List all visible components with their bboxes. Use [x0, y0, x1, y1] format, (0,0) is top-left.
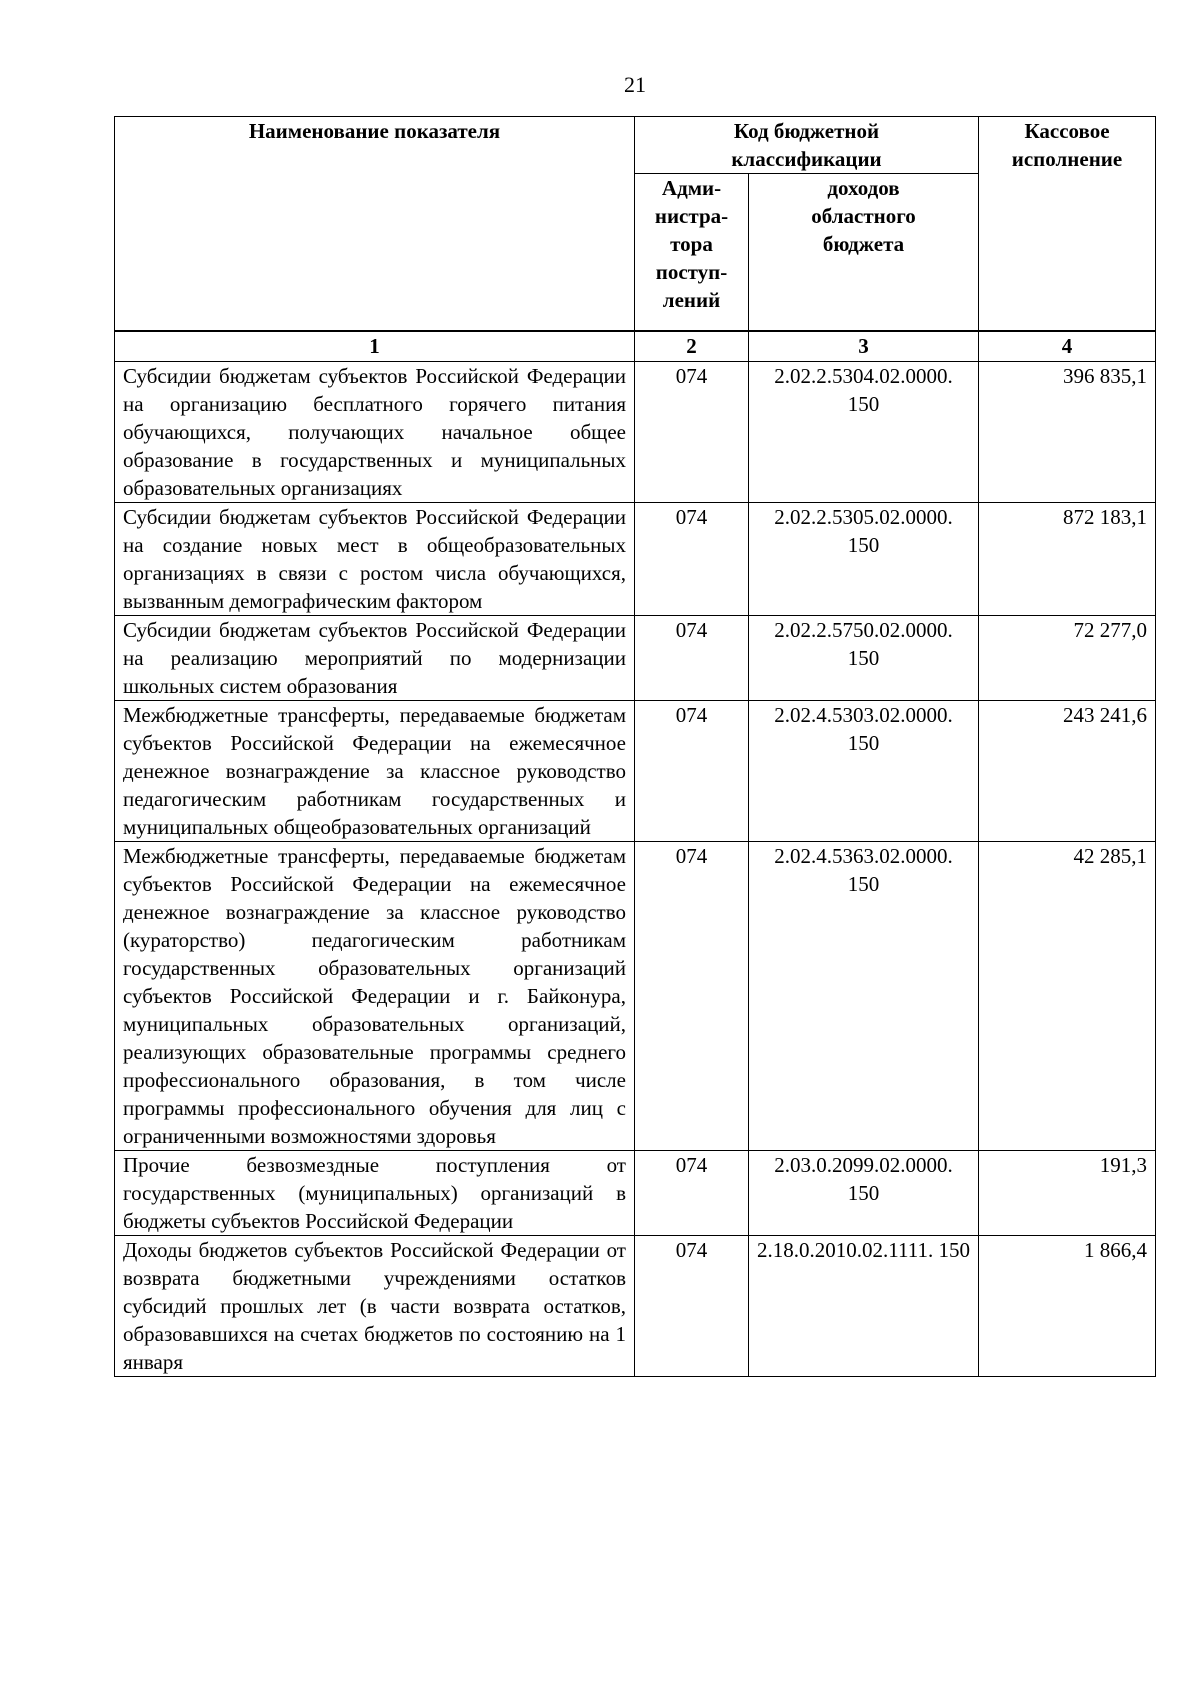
indicator-name: Субсидии бюджетам субъектов Российской Федерации на организацию бесплатного горячего питания обучающихся, получающих начальное общее образование в государственных и муниципальных образовательных организациях: [115, 362, 635, 503]
header-kassa-line: Кассовое: [1024, 119, 1110, 143]
indicator-name: Межбюджетные трансферты, передаваемые бюджетам субъектов Российской Федерации на ежемесячное денежное вознаграждение за классное руководство педагогическим работникам государственных и муниципальных общеобразовательных организаций: [115, 701, 635, 842]
table-row: [115, 362, 1156, 503]
income-code: 2.02.2.5305.02.0000. 150: [749, 503, 979, 616]
income-code: 2.02.2.5304.02.0000. 150: [749, 362, 979, 503]
income-code: 2.03.0.2099.02.0000. 150: [749, 1151, 979, 1236]
column-number: 4: [979, 331, 1156, 362]
admin-code: 074: [635, 842, 749, 1151]
header-admin-line: Адми-: [661, 176, 722, 200]
indicator-name: Субсидии бюджетам субъектов Российской Федерации на создание новых мест в общеобразовательных организациях в связи с ростом числа обучающихся, вызванным демографическим фактором: [115, 503, 635, 616]
cash-amount: 872 183,1: [979, 503, 1156, 616]
cash-amount: 396 835,1: [979, 362, 1156, 503]
income-code: 2.02.2.5750.02.0000. 150: [749, 616, 979, 701]
income-code: 2.02.4.5363.02.0000. 150: [749, 842, 979, 1151]
indicator-name: Субсидии бюджетам субъектов Российской Федерации на реализацию мероприятий по модернизации школьных систем образования: [115, 616, 635, 701]
column-number: 3: [749, 331, 979, 362]
cash-amount: 243 241,6: [979, 701, 1156, 842]
table-row: [115, 1151, 1156, 1236]
admin-code: 074: [635, 616, 749, 701]
header-income-line: бюджета: [822, 232, 905, 256]
table-row: [115, 701, 1156, 842]
header-income-line: областного: [811, 204, 916, 228]
header-name-label: Наименование показателя: [248, 119, 501, 143]
page-number: 21: [624, 72, 646, 97]
header-kassa: [979, 117, 1156, 332]
cash-amount: 191,3: [979, 1151, 1156, 1236]
header-admin-line: нистра-: [654, 204, 729, 228]
header-row-1: [115, 117, 1156, 174]
table-row: [115, 1236, 1156, 1377]
header-classification: [635, 117, 979, 174]
header-admin: [635, 174, 749, 332]
header-classification-line: Код бюджетной: [733, 119, 880, 143]
table-row: [115, 842, 1156, 1151]
admin-code: 074: [635, 1236, 749, 1377]
cash-amount: 42 285,1: [979, 842, 1156, 1151]
column-number-row: [115, 331, 1156, 362]
budget-table: [114, 116, 1156, 1377]
table-row: [115, 616, 1156, 701]
admin-code: 074: [635, 701, 749, 842]
header-admin-line: лений: [662, 288, 721, 312]
cash-amount: 1 866,4: [979, 1236, 1156, 1377]
header-kassa-line: исполнение: [1011, 147, 1123, 171]
income-code: 2.02.4.5303.02.0000. 150: [749, 701, 979, 842]
cash-amount: 72 277,0: [979, 616, 1156, 701]
header-admin-line: поступ-: [655, 260, 728, 284]
header-classification-line: классификации: [731, 147, 882, 171]
column-number: 2: [635, 331, 749, 362]
indicator-name: Доходы бюджетов субъектов Российской Федерации от возврата бюджетными учреждениями остатков субсидий прошлых лет (в части возврата остатков, образовавшихся на счетах бюджетов по состоянию на 1 января: [115, 1236, 635, 1377]
indicator-name: Прочие безвозмездные поступления от государственных (муниципальных) организаций в бюджеты субъектов Российской Федерации: [115, 1151, 635, 1236]
table-row: [115, 503, 1156, 616]
admin-code: 074: [635, 362, 749, 503]
header-income-line: доходов: [827, 176, 900, 200]
indicator-name: Межбюджетные трансферты, передаваемые бюджетам субъектов Российской Федерации на ежемесячное денежное вознаграждение за классное руководство (кураторство) педагогическим работникам государственных образовательных организаций субъектов Российской Федерации и г. Байконура, муниципальных образовательных организаций, реализующих образовательные программы среднего профессионального образования, в том числе программы профессионального обучения для лиц с ограниченными возможностями здоровья: [115, 842, 635, 1151]
header-income: [749, 174, 979, 332]
admin-code: 074: [635, 503, 749, 616]
header-admin-line: тора: [670, 232, 713, 256]
admin-code: 074: [635, 1151, 749, 1236]
income-code: 2.18.0.2010.02.1111. 150: [749, 1236, 979, 1377]
column-number: 1: [115, 331, 635, 362]
header-name: [115, 117, 635, 332]
